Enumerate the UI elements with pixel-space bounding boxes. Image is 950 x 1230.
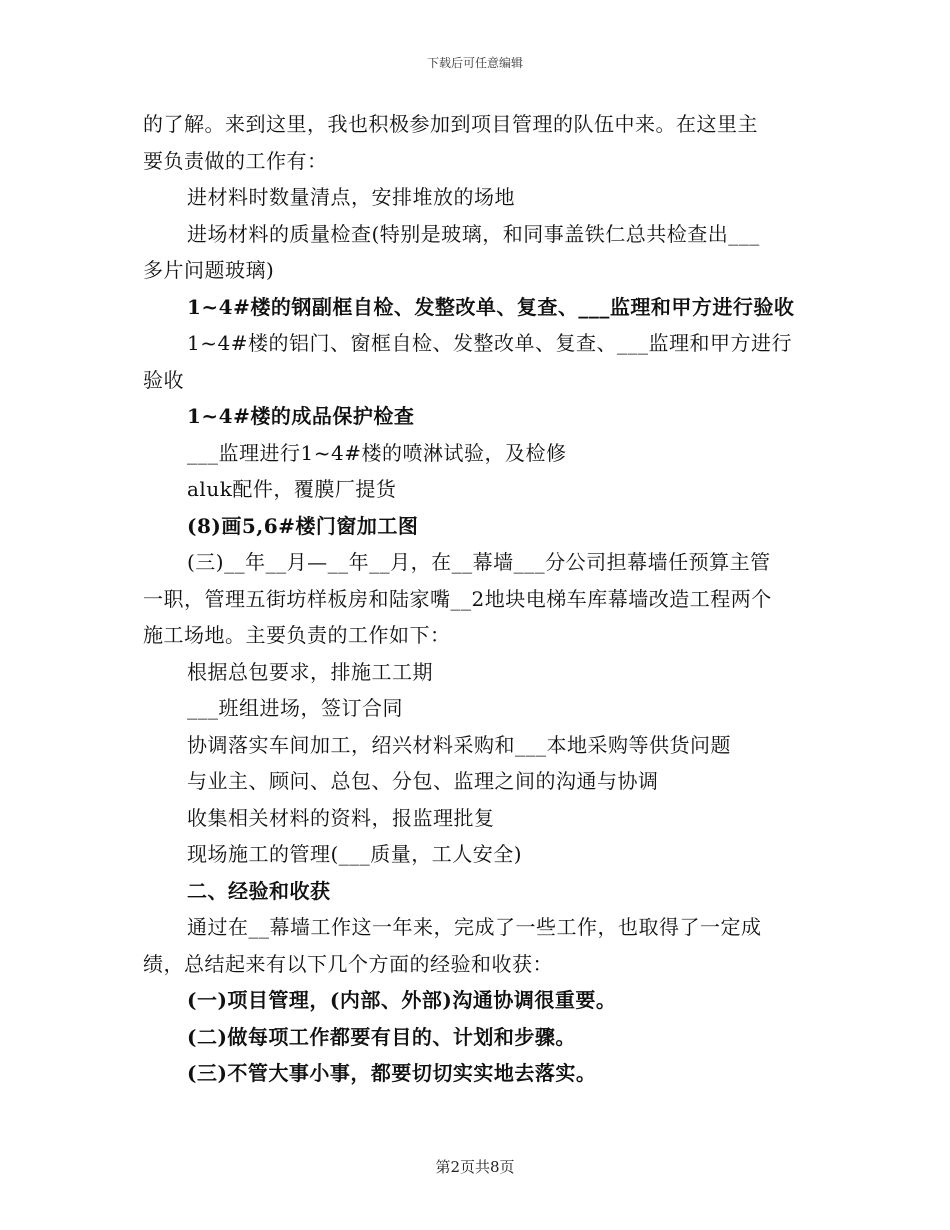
text-line: ___监理进行1~4#楼的喷淋试验，及检修 <box>187 440 567 465</box>
text-line: 收集相关材料的资料，报监理批复 <box>187 805 495 830</box>
text-line: 协调落实车间加工，绍兴材料采购和___本地采购等供货问题 <box>187 732 731 757</box>
text-line: 二、经验和收获 <box>187 878 331 903</box>
text-line: (一)项目管理，(内部、外部)沟通协调很重要。 <box>187 988 617 1012</box>
text-line: 一职，管理五街坊样板房和陆家嘴__2地块电梯车库幕墙改造工程两个 <box>143 586 772 611</box>
text-line: 通过在__幕墙工作这一年来，完成了一些工作，也取得了一定成 <box>187 915 762 939</box>
text-line: 现场施工的管理(___质量，工人安全) <box>187 842 523 866</box>
text-line: 进材料时数量清点，安排堆放的场地 <box>187 185 515 209</box>
text-line: 1~4#楼的铝门、窗框自检、发整改单、复查、___监理和甲方进行 <box>187 331 792 355</box>
text-line: (三)不管大事小事，都要切切实实地去落实。 <box>187 1061 597 1085</box>
text-line: 进场材料的质量检查(特别是玻璃，和同事盖铁仁总共检查出___ <box>187 221 760 246</box>
text-line: 施工场地。主要负责的工作如下： <box>143 623 451 647</box>
text-line: aluk配件，覆膜厂提货 <box>187 477 397 501</box>
text-line: ___班组进场，签订合同 <box>187 696 403 720</box>
text-line: (三)__年__月—__年__月，在__幕墙___分公司担幕墙任预算主管 <box>187 550 771 574</box>
page-header: 下载后可任意编辑 <box>426 56 523 70</box>
text-line: 与业主、顾问、总包、分包、监理之间的沟通与协调 <box>187 769 659 793</box>
text-line: 验收 <box>143 367 184 392</box>
text-line: (二)做每项工作都要有目的、计划和步骤。 <box>187 1024 576 1049</box>
text-line: 1~4#楼的钢副框自检、发整改单、复查、___监理和甲方进行验收 <box>187 294 795 319</box>
text-line: 要负责做的工作有： <box>143 148 328 173</box>
text-line: 1~4#楼的成品保护检查 <box>187 404 415 428</box>
body-text <box>143 106 813 1092</box>
text-line: 根据总包要求，排施工工期 <box>187 659 433 684</box>
text-line: 绩，总结起来有以下几个方面的经验和收获： <box>143 951 553 976</box>
text-line: (8)画5,6#楼门窗加工图 <box>187 513 419 538</box>
page-footer: 第2页共8页 <box>435 1158 515 1176</box>
text-line: 的了解。来到这里，我也积极参加到项目管理的队伍中来。在这里主 <box>143 112 758 136</box>
text-line: 多片问题玻璃) <box>143 258 275 282</box>
